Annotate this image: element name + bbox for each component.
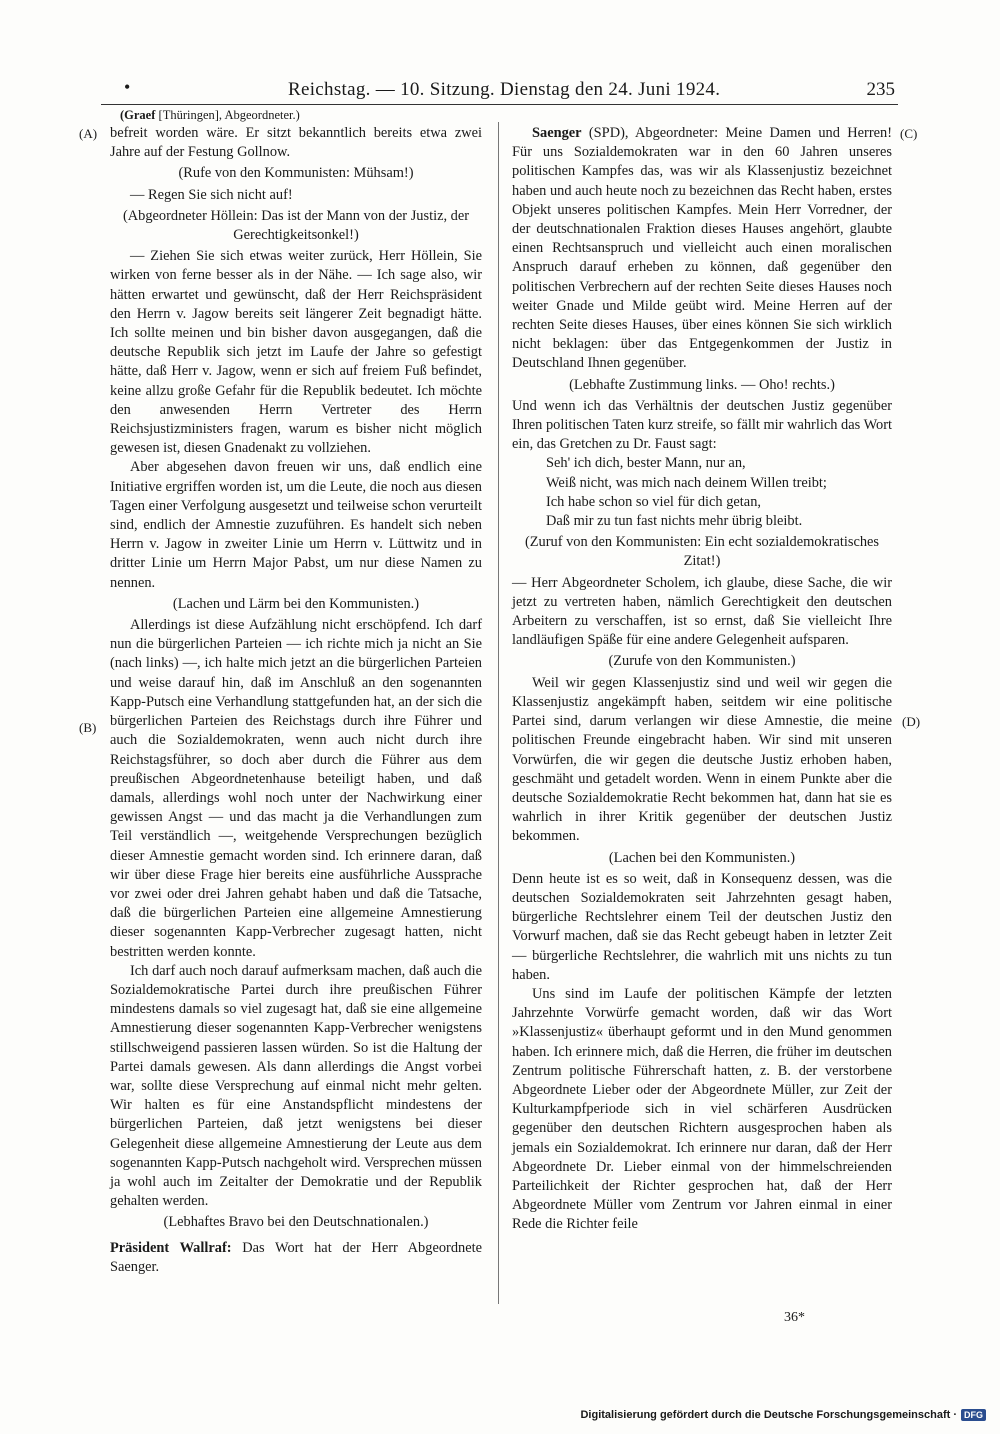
interjection: (Lebhaftes Bravo bei den Deutschnationalen.): [163, 1214, 429, 1231]
dfg-logo-icon: DFG: [961, 1409, 986, 1421]
interjection: (Abgeordneter Höllein: Das ist der Mann von der Justiz, der Gerechtigkeitsonkel!): [122, 207, 470, 244]
verse-line: Ich habe schon so viel für dich getan,: [546, 493, 761, 510]
paragraph: Uns sind im Laufe der politischen Kämpfe der letzten Jahrzehnte Vorwürfe gemacht worden, daß wir das Wort »Klassenjustiz« überhaupt geformt und in den Mund genommen haben. Ich erinnere mich, daß die Herren, die früher im deutschen Zentrum politische Führerschaft hatten, z. B. der verstorbene Abgeordnete Lieber oder der Abgeordnete Müller, zur Zeit der Kulturkampfperiode sich in viel schärferen Ausdrücken gegenüber den deutschen Richtern ausgesprochen haben als jemals ein Sozialdemokrat. Ich erinnere nur daran, daß der Herr Abgeordnete Dr. Lieber einmal von der himmelschreienden Parteilichkeit der Richter gesprochen hat, daß der Herr Abgeordnete Müller vom Zentrum vor Jahren einmal in einer Rede die Richter feile: [512, 985, 892, 1233]
paragraph: — Herr Abgeordneter Scholem, ich glaube, diese Sache, die wir jetzt zu vertreten haben, nämlich Gerechtigkeit den deutschen Arbeitern zu verschaffen, ist so ernst, daß Sie vielleicht Ihre landläufigen Späße für eine andere Gelegenheit aufsparen.: [512, 574, 892, 649]
speaker-head-name: (Graef: [120, 108, 156, 122]
margin-mark-c: (C): [900, 126, 918, 141]
verse-line: Weiß nicht, was mich nach deinem Willen treibt;: [546, 474, 827, 491]
speaker-name: Saenger: [532, 125, 582, 141]
header-title: Reichstag. — 10. Sitzung. Dienstag den 24. Juni 1924.: [288, 79, 721, 100]
column-divider: [498, 122, 499, 1304]
speaker-head-rest: [Thüringen], Abgeordneter.): [158, 108, 300, 122]
paragraph: Weil wir gegen Klassenjustiz sind und weil wir gegen die Klassenjustiz angekämpft haben, seitdem wir eine politische Partei sind, darum verlangen wir diese Amnestie, die meine politischen Freunde eingebracht haben. Wir sind mit unseren Vorwürfen, die wir gegen die deutsche Justiz erhoben haben, geschmäht und getadelt worden. Wenn in einem Punkte aber die deutsche Sozialdemokratie Recht bekommen hat, dann hat sie es wahrlich in ihrer Kritik gegenüber der deutschen Justiz bekommen.: [512, 674, 892, 845]
header-dot: •: [124, 77, 131, 97]
interjection: (Lachen bei den Kommunisten.): [608, 849, 796, 866]
paragraph: — Ziehen Sie sich etwas weiter zurück, Herr Höllein, Sie wirken von ferne besser als in der Nähe. — Ich sage also, wir hätten erwartet und gewünscht, daß der Herr Reichspräsident den Herrn v. Jagow bereits seit längerer Zeit begnadigt hätte. Ich sollte meinen und bin bisher davon ausgegangen, daß die deutsche Republik sich jetzt im Laufe der Jahre so gefestigt hätte, daß Herr v. Jagow, wenn er sich auf freiem Fuß befindet, keine allzu große Gefahr für die Republik bedeutet. Ich möchte den anwesenden Herrn Vertreter des Herrn Reichsjustizministers fragen, warum es bisher nicht möglich gewesen ist, diesen Gnadenakt zu vollziehen.: [110, 248, 482, 457]
paragraph: — Regen Sie sich nicht auf!: [130, 186, 293, 203]
page-number: 235: [866, 79, 895, 100]
paragraph: befreit worden wäre. Er sitzt bekanntlich bereits etwa zwei Jahre auf der Festung Gollnow.: [110, 125, 482, 161]
president-paragraph: [110, 1239, 482, 1277]
interjection: (Lachen und Lärm bei den Kommunisten.): [172, 595, 420, 612]
speaker-paragraph: [512, 124, 892, 374]
interjection: (Lebhafte Zustimmung links. — Oho! rechts.): [569, 376, 835, 393]
interjection: (Rufe von den Kommunisten: Mühsam!): [178, 165, 414, 182]
paragraph: Aber abgesehen davon freuen wir uns, daß endlich eine Initiative ergriffen worden ist, um die Leute, die noch aus diesen Tagen einer Verfolgung ausgesetzt und teilweise schon verurteilt sind, endlich der Amnestie zuzuführen. Es handelt sich neben Herrn v. Jagow in zweiter Linie um Herrn v. Lüttwitz und in dritter Linie um Herrn Major Pabst, um nur diese Namen zu nennen.: [110, 459, 482, 591]
footer-text: Digitalisierung gefördert durch die Deutsche Forschungsgemeinschaft ·: [580, 1409, 957, 1421]
speaker-text: (SPD), Abgeordneter: Meine Damen und Herren! Für uns Sozialdemokraten war in den 60 Jahren unseres politischen Kampfes das, was wir als Klassenjustiz bezeichnet haben und auch heute noch zu bezeichnen das Recht haben, erstes Objekt unseres politischen Kampfes. Mein Herr Vorredner, der der deutschnationalen Fraktion dieses Hauses angehört, glaubte einen Rechtsanspruch und vielleicht auch einen moralischen Anspruch darauf erheben zu können, daß gegenüber den politischen Verbrechern auf der rechten Seite dieses Hauses noch weiter Gnade und Milde geübt wird. Meine Herren auf der rechten Seite dieses Hauses, über eines können Sie sich wirklich nicht beklagen: über das Entgegenkommen der Justiz in Deutschland Ihnen gegenüber.: [512, 125, 893, 372]
digitization-footer: [580, 1409, 986, 1421]
interjection: (Zuruf von den Kommunisten: Ein echt sozialdemokratisches Zitat!): [524, 534, 880, 570]
verse-line: Daß mir zu tun fast nichts mehr übrig bleibt.: [546, 513, 803, 530]
paragraph: Denn heute ist es so weit, daß in Konsequenz dessen, was die deutschen Sozialdemokraten seit Jahrzehnten gesagt haben, bürgerliche Rechtslehrer einem Teil der deutschen Justiz den Vorwurf machen, daß sie das Recht gebeugt haben in letzter Zeit — bürgerliche Rechtslehrer, die wahrlich mit uns nichts zu tun haben.: [512, 870, 892, 983]
president-text: Das Wort hat der Herr Abgeordnete Saenger.: [110, 1239, 482, 1275]
interjection: (Zurufe von den Kommunisten.): [608, 653, 796, 670]
margin-mark-a: (A): [79, 126, 98, 141]
margin-mark-d: (D): [902, 714, 921, 729]
speaker-continuation-head: [120, 108, 300, 123]
president-name: Präsident Wallraf:: [110, 1239, 232, 1256]
signature-mark: 36*: [784, 1310, 805, 1325]
paragraph: Allerdings ist diese Aufzählung nicht erschöpfend. Ich darf nun die bürgerlichen Parteien — ich richte mich ja nicht an Sie (nach links) —, ich halte mich jetzt an die bürgerlichen Parteien und weise darauf hin, daß im Anschluß an den sogenannten Kapp-Putsch eine Verhandlung stattgefunden hat, an der sich die bürgerlichen Parteien des Reichstags durch ihre Führer und auch die Sozialdemokraten, wenn auch nicht durch ihre Reichstagsführer, so doch aber durch die Führer aus dem preußischen Abgeordnetenhause beteiligt haben, und daß damals, allerdings wohl noch unter der Nachwirkung einer gewissen Angst — und das macht ja die Verhandlungen zum Teil verständlich —, weitgehende Versprechungen bezüglich dieser Amnestie gemacht worden sind. Ich erinnere daran, daß wir über diese Frage hier bereits eine ausführliche Aussprache vor zwei oder drei Jahren gehabt haben und daß die Tatsache, daß die bürgerlichen Parteien eine allgemeine Amnestierung dieser sogenannten Kapp-Verbrecher zugesagt hatten, nicht bestritten werden konnte.: [110, 617, 482, 960]
paragraph: Ich darf auch noch darauf aufmerksam machen, daß auch die Sozialdemokratische Partei durch ihre preußischen Führer mindestens damals so viel zugesagt hat, daß sie eine allgemeine Amnestierung dieser sogenannten Kapp-Verbrecher wenigstens stillschweigend passieren lassen würden. So ist die Haltung der Partei damals gewesen. Als dann allerdings die Angst vorbei war, sollte diese Versprechung auf einmal nicht mehr gelten. Wir halten es für eine Anstandspflicht mindestens der bürgerlichen Parteien, daß jetzt wenigstens bei dieser Gelegenheit diese allgemeine Amnestierung der Leute aus dem sogenannten Kapp-Putsch nachgeholt wird. Versprechen müssen ja wohl auch im Zeitalter der Demokratie und der Republik gehalten werden.: [110, 962, 482, 1210]
header-rule: [101, 104, 898, 105]
right-column: [512, 124, 892, 1235]
verse-line: Seh' ich dich, bester Mann, nur an,: [546, 455, 746, 472]
paragraph: Und wenn ich das Verhältnis der deutschen Justiz gegenüber Ihren politischen Taten kurz streife, so fällt mir wahrlich das Wort ein, das Gretchen zu Dr. Faust sagt:: [512, 397, 892, 453]
margin-mark-b: (B): [79, 720, 97, 735]
running-header: [100, 79, 900, 105]
left-column: [110, 124, 482, 1277]
